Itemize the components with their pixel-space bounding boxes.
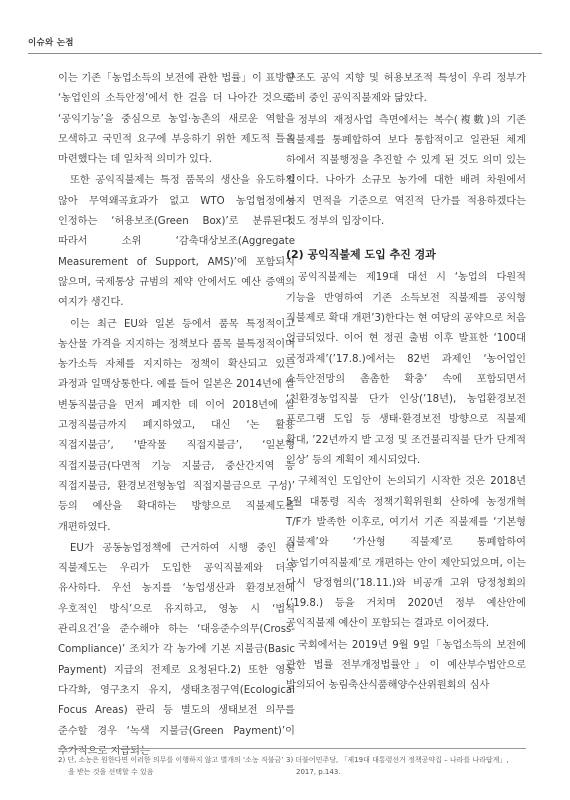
section-label: 이슈와 논점 — [28, 38, 74, 48]
footnote-2 — [58, 755, 294, 778]
footnote-divider — [286, 748, 526, 749]
footnote-text: 3) 더불어민주당, 「제19대 대통령선거 정책공약집 – 나라를 나라답게」, — [286, 756, 509, 764]
body-paragraph: 구체적인 도입안이 논의되기 시작한 것은 2018년 5월 대통령 직속 정책기획위원회 산하에 농정개혁 T/F가 발족한 이후로, 여기서 기존 직불제를 ‘기본형 직불제’와 ‘가산형 직불제’로 통폐합하여 ‘농업기여직불제’로 개편하는 안이 제안되었으며, 이는 다시 당정협의(’18.11.)와 비공개 고위 당정청회의(’19.8.) 등을 거치며 2020년 정부 예산안에 공익직불제 예산이 포함되는 결과로 이어졌다. — [286, 476, 526, 630]
body-paragraph: EU가 공동농업정책에 근거하여 시행 중인 현 직불제도는 우리가 도입한 공익직불제와 더욱 유사하다. 우선 농지를 ‘농업생산과 환경보전에 우호적인 방식’으로 유지하고, 영농 시 ‘법적 관리요건’을 준수해야 하는 ‘대응준수의무(Cross-Compliance)’ 조치가 각 농가에 기본 지불금(Basic Payment) 지급의 전제로 요청된다.2) 또한 영농 다각화, 영구초지 유지, 생태초점구역(Ecological Focus Areas) 관리 등 별도의 생태보전 의무를 준수할 경우 ‘녹색 지불금(Green Payment)’이 추가적으로 지급되는 — [58, 542, 295, 757]
footnote-text: 2) 단, 소농은 원한다면 이러한 의무를 이행하지 않고 별개의 ‘소농 직불금’ — [58, 756, 284, 764]
footnote-3 — [286, 755, 526, 778]
body-paragraph: 국회에서는 2019년 9월 9일「농업소득의 보전에 관한 법률 전부개정법률안」이 예산부수법안으로 발의되어 농림축산식품해양수산위원회의 심사 — [286, 639, 526, 692]
body-paragraph: 이는 기존「농업소득의 보전에 관한 법률」이 표방한 ‘농업인의 소득안정’에서 한 걸음 더 나아간 것으로, ‘공익기능’을 중심으로 농업·농촌의 새로운 역할을 모색하고 국민적 요구에 부응하기 위한 제도적 틀을 마련했다는 데 일차적 의미가 있다. — [58, 73, 295, 166]
left-column — [58, 69, 295, 763]
right-column — [286, 69, 526, 698]
footnote-text: 2017, p.143. — [296, 767, 341, 776]
body-paragraph: 공익직불제는 제19대 대선 시 ‘농업의 다원적 기능을 반영하여 기존 소득보전 직불제를 공익형 직불제로 확대 개편’3)한다는 현 여당의 공약으로 처음 언급되었다. 이어 현 정권 출범 이후 발표한 ‘100대 국정과제’(’17.8.)에서는 82번 과제인 ‘농어업인 소득안전망의 촘촘한 확충’ 속에 포함되면서 ‘친환경농업직불 단가 인상(’18년), 농업환경보전 프로그램 도입 등 생태·환경보전 방향으로 직불제 확대, ’22년까지 밭 고정 및 조건불리직불 단가 단계적 인상’ 등의 계획이 제시되었다. — [286, 272, 526, 467]
section-heading: (2) 공익직불제 도입 추진 경과 — [286, 248, 436, 262]
body-paragraph: 구조도 공익 지향 및 허용보조적 특성이 우리 정부가 준비 중인 공익직불제와 닮았다. — [286, 73, 526, 105]
body-paragraph: 정부의 재정사업 측면에서는 복수(複數)의 기존 직불제를 통폐합하여 보다 통합적이고 일관된 체계 하에서 직불행정을 추진할 수 있게 된 것도 의미 있는 일이다. 나아가 소규모 농가에 대한 배려 차원에서 농지 면적을 기준으로 역진적 단가를 적용하겠다는 것도 정부의 입장이다. — [286, 114, 526, 228]
header-divider — [28, 53, 542, 54]
body-paragraph: 또한 공익직불제는 특정 품목의 생산을 유도하지 않아 무역왜곡효과가 없고 WTO 농업협정에서 인정하는 ‘허용보조(Green Box)’로 분류된다. 따라서 소위 ‘감축대상보조(Aggregate Measurement of Support, AMS)’에 포함되지 않으며, 국제통상 규범의 제약 안에서도 예산 증액의 여지가 생긴다. — [58, 175, 295, 309]
footnote-text: 을 받는 것을 선택할 수 있음 — [68, 767, 154, 776]
body-paragraph: 이는 최근 EU와 일본 등에서 품목 특정적이고 농산물 가격을 지지하는 정책보다 품목 불특정적이며 농가소득 자체를 지지하는 정책이 확산되고 있는 과정과 일맥상통한다. 예를 들어 일본은 2014년에 쌀 변동직불금을 먼저 폐지한 데 이어 2018년에 쌀 고정직불금까지 폐지하였고, 대신 ‘논 활용 직접지불금’, ‘밭작물 직접지불금’, ‘일본형 직접지불금(다면적 기능 지불금, 중산간지역 등 직접지불금, 환경보전형농업 직접지불금으로 구성)’ 등의 예산을 확대하는 방향으로 직불제도를 개편하였다. — [58, 318, 295, 533]
footnote-divider — [58, 748, 294, 749]
